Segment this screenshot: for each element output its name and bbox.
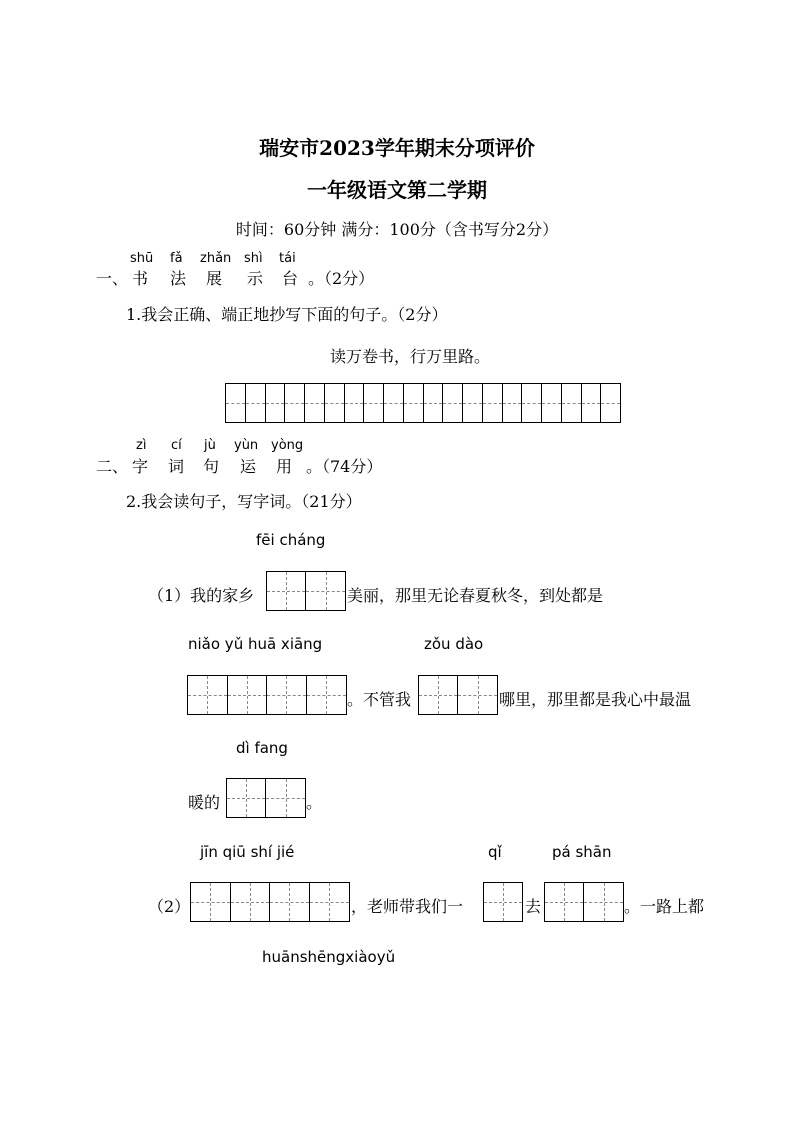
item-2-text-2: 去 [525, 897, 542, 916]
pinyin: yòng [271, 438, 304, 453]
section-1-char: 展 [206, 269, 223, 288]
page-subtitle: 一年级语文第二学期 [307, 178, 487, 202]
copy-sentence: 读万卷书，行万里路。 [330, 347, 491, 366]
section-1-char: 书 [132, 269, 149, 288]
copy-writing-row[interactable] [225, 383, 621, 423]
answer-box-pashan[interactable] [544, 882, 624, 922]
section-1-char: 示 [247, 269, 264, 288]
section-1-char: 台 [282, 269, 299, 288]
pinyin: shū [130, 251, 154, 266]
section-2-char: 句 [203, 457, 220, 476]
question-2: 2.我会读句子，写字词。（21分） [126, 492, 362, 511]
pinyin-difang: dì fang [236, 739, 288, 757]
pinyin-zoudao: zǒu dào [424, 635, 484, 653]
answer-box-feichang[interactable] [266, 571, 346, 611]
section-1-score: 。（2分） [308, 269, 375, 288]
section-2-char: 运 [240, 457, 257, 476]
section-2-char: 词 [168, 457, 185, 476]
section-2-char: 字 [132, 457, 149, 476]
item-1-text-3: 哪里，那里都是我心中最温 [499, 690, 692, 709]
section-1-prefix: 一、 [96, 269, 129, 288]
item-1-text-5: 。 [306, 793, 323, 812]
answer-box-niaoyu[interactable] [187, 675, 347, 715]
item-1-text-4: 暖的 [188, 793, 221, 812]
section-2-score: 。（74分） [306, 457, 383, 476]
page-title: 瑞安市2023学年期末分项评价 [259, 136, 535, 160]
pinyin: cí [171, 438, 182, 453]
answer-box-jinqiu[interactable] [190, 882, 350, 922]
pinyin-feichang: fēi cháng [256, 531, 326, 549]
pinyin-niaoyu: niǎo yǔ huā xiāng [188, 635, 323, 653]
pinyin-jinqiu: jīn qiū shí jié [200, 843, 295, 861]
item-1-label: （1）我的家乡 [148, 586, 255, 605]
pinyin-qi: qǐ [488, 843, 502, 861]
item-1-text: 美丽，那里无论春夏秋冬，到处都是 [347, 586, 604, 605]
section-2-prefix: 二、 [96, 457, 129, 476]
answer-box-qi[interactable] [483, 882, 523, 922]
pinyin: fǎ [170, 251, 183, 266]
pinyin: zhǎn [200, 251, 232, 266]
item-2-label: （2） [148, 897, 191, 916]
section-2-char: 用 [276, 457, 293, 476]
item-2-text-3: 。一路上都 [624, 897, 705, 916]
pinyin: zì [136, 438, 147, 453]
section-1-char: 法 [170, 269, 187, 288]
answer-box-difang[interactable] [226, 778, 306, 818]
pinyin: jù [204, 438, 216, 453]
question-1: 1.我会正确、端正地抄写下面的句子。（2分） [126, 305, 448, 324]
item-2-text: ，老师带我们一 [351, 897, 464, 916]
exam-info: 时间：60分钟 满分：100分（含书写分2分） [235, 220, 559, 239]
pinyin-huansheng: huānshēngxiàoyǔ [262, 948, 396, 966]
pinyin: yùn [234, 438, 259, 453]
pinyin: shì [244, 251, 263, 266]
answer-box-zoudao[interactable] [418, 675, 498, 715]
pinyin-pashan: pá shān [552, 843, 612, 861]
pinyin: tái [279, 251, 296, 266]
item-1-text-2: 。不管我 [347, 690, 412, 709]
